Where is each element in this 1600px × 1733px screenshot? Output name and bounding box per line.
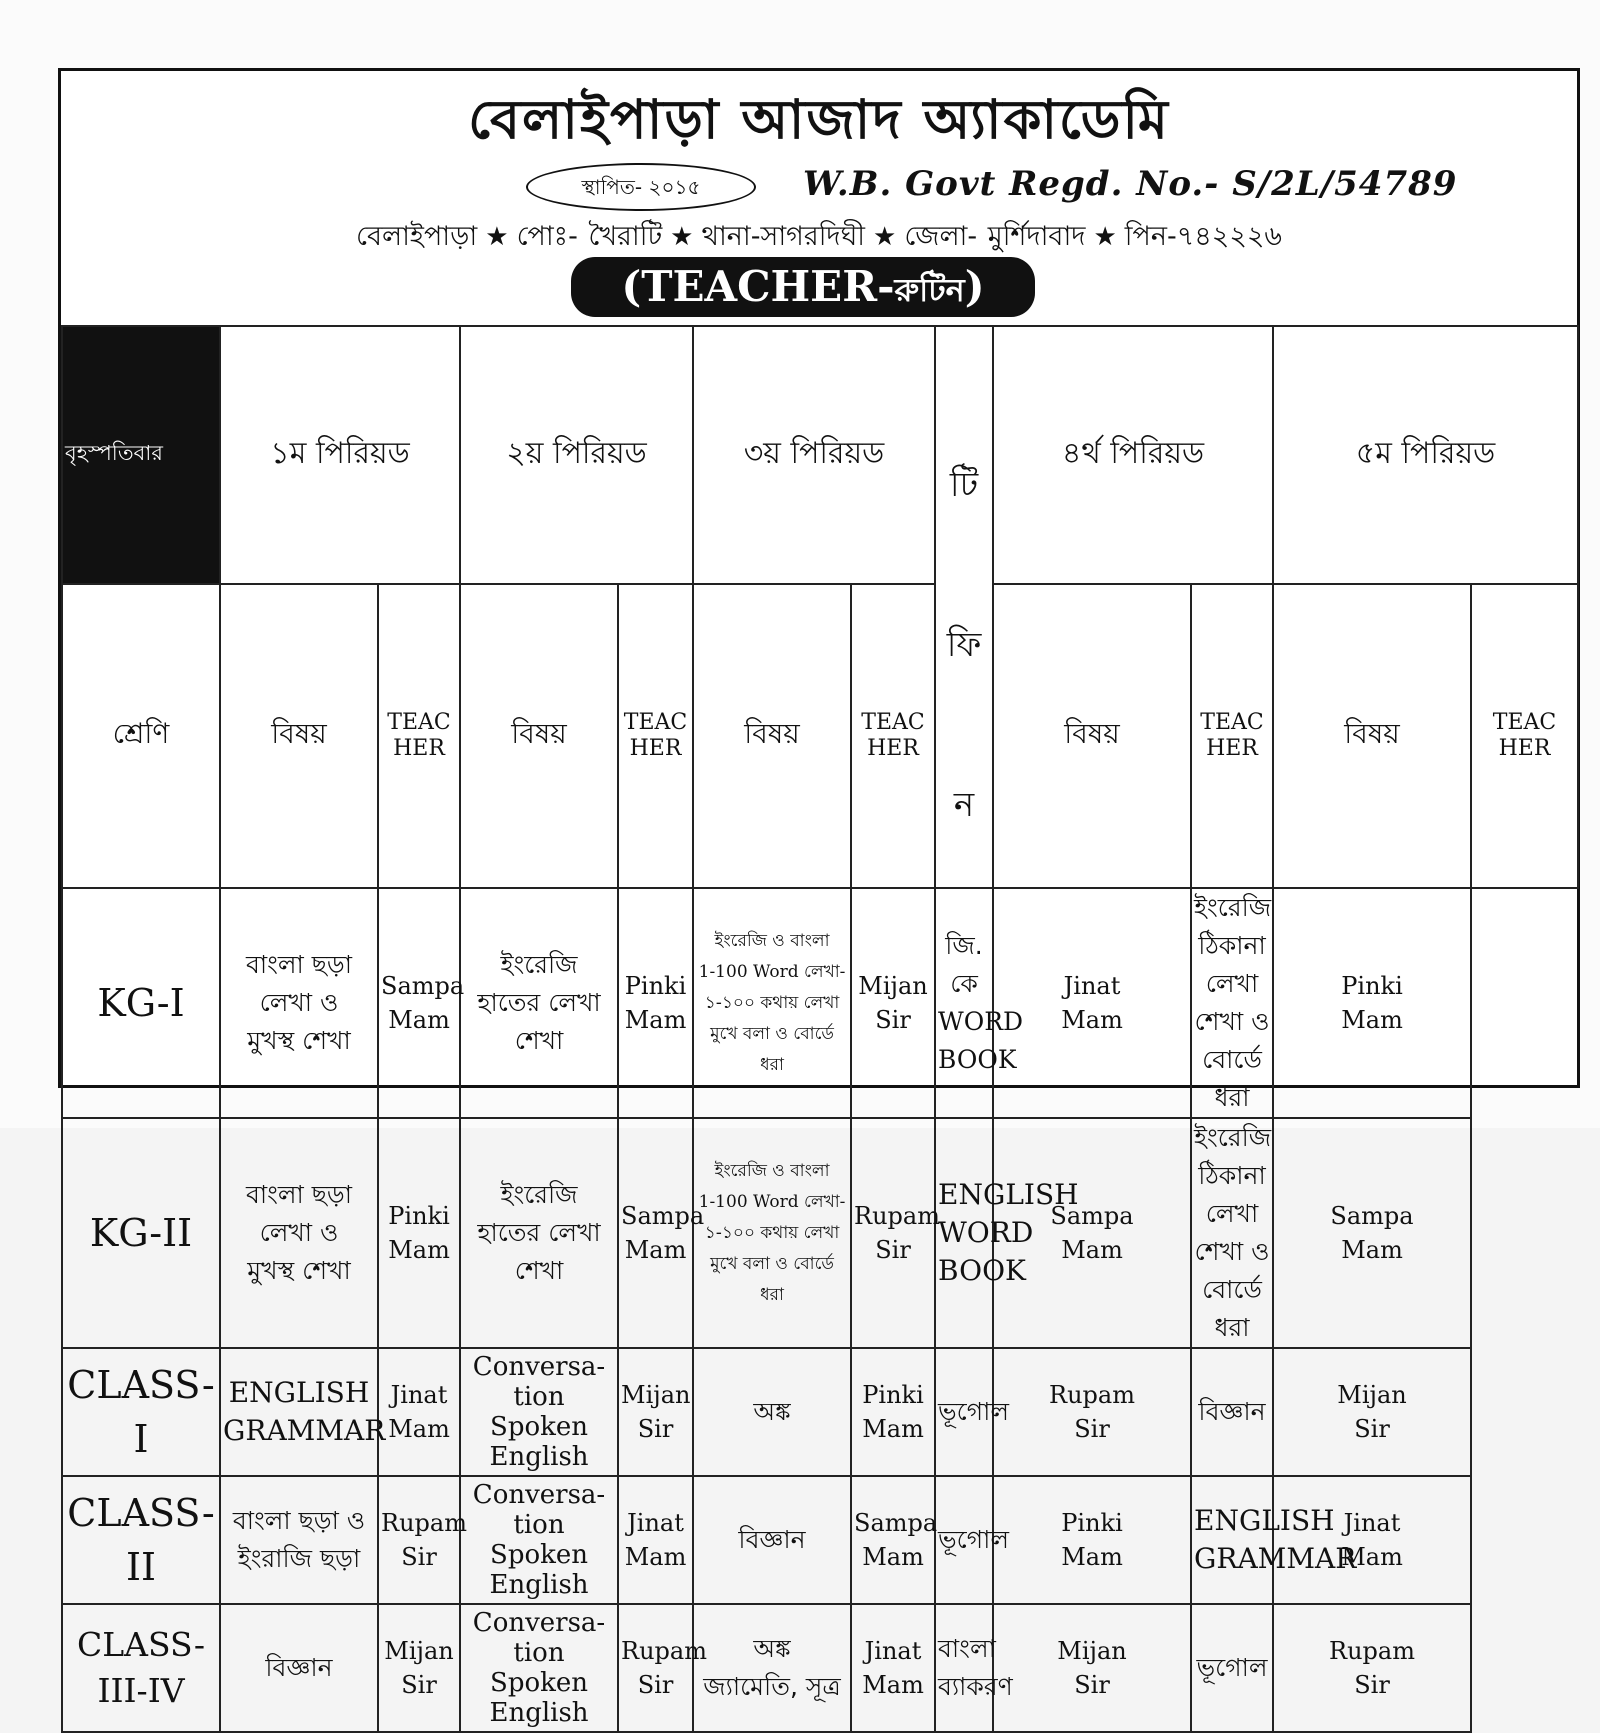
subject-line: মুখে বলা ও বোর্ডে ধরা	[710, 1023, 834, 1075]
teacher-name-line: Sampa	[1330, 1202, 1414, 1230]
subject-cell	[220, 1476, 378, 1604]
teacher-cell	[851, 1348, 935, 1476]
day-label: বৃহস্পতিবার	[62, 326, 220, 584]
teacher-name-line: Sir	[875, 1006, 911, 1034]
teacher-cell	[851, 1476, 938, 1604]
registration-number: W.B. Govt Regd. No.- S/2L/54789	[803, 164, 1458, 204]
subject-line: ইংরেজি ও বাংলা	[714, 930, 830, 951]
established-badge: স্থাপিত- ২০১৫	[526, 163, 756, 211]
subject-line: ভূগোল	[1196, 1653, 1268, 1682]
teacher-name-line: Mam	[1341, 1236, 1403, 1264]
teacher-column-header: TEAC HER	[1191, 584, 1273, 888]
subject-line: ইংরেজি ও বাংলা	[714, 1160, 830, 1181]
subject-line: ১-১০০ কথায় লেখা	[704, 992, 840, 1013]
routine-label-open: (TEACHER-	[621, 262, 895, 311]
teacher-cell	[618, 888, 693, 1118]
teacher-column-header: TEAC HER	[378, 584, 460, 888]
subject-line: বাংলা ছড়া	[246, 950, 352, 979]
subject-line: বোর্ডে ধরা	[1202, 1275, 1262, 1342]
teacher-name-line: Pinki	[1061, 1509, 1123, 1537]
teacher-name-line: Mam	[624, 1543, 687, 1571]
column-header-row	[62, 584, 1578, 888]
subject-cell	[460, 1118, 618, 1348]
teacher-name-line: Mam	[624, 1006, 687, 1034]
teacher-name-line: Mam	[1061, 1006, 1123, 1034]
teacher-cell	[993, 1476, 1191, 1604]
subject-line: বিজ্ঞান	[265, 1653, 333, 1682]
teacher-name-line: Mam	[388, 1415, 450, 1443]
subject-cell	[1191, 1348, 1273, 1476]
tiffin-column	[935, 326, 993, 888]
teacher-cell	[1273, 1118, 1471, 1348]
teacher-name-line: Rupam	[381, 1509, 467, 1537]
subject-line: জ্যামেতি, সূত্র	[703, 1672, 841, 1701]
subject-cell	[935, 1604, 1013, 1732]
teacher-name-line: Rupam	[854, 1202, 940, 1230]
table-row	[62, 888, 1578, 1118]
class-name-line: III-IV	[97, 1671, 185, 1710]
class-name-cell: CLASS-I	[62, 1348, 220, 1476]
period-header-row	[62, 326, 1578, 584]
subject-line: tion	[513, 1510, 565, 1540]
teacher-name-line: Mam	[1061, 1236, 1123, 1264]
tiffin-letter: ফি	[946, 624, 982, 665]
teacher-name-line: Mijan	[1057, 1637, 1127, 1665]
subject-line: 1-100 Word লেখা-	[698, 1191, 846, 1212]
teacher-name-line: Mijan	[384, 1637, 454, 1665]
teacher-name-line: Mam	[862, 1543, 924, 1571]
subject-line: Conversa-	[472, 1480, 606, 1510]
teacher-name-line: Mam	[1341, 1006, 1403, 1034]
teacher-name-line: Mijan	[1337, 1381, 1407, 1409]
teacher-name-line: Pinki	[862, 1381, 924, 1409]
class-name-cell: KG-I	[62, 888, 220, 1118]
subject-cell	[935, 1476, 1009, 1604]
teacher-cell	[1273, 1604, 1471, 1732]
subject-line: ভূগোল	[938, 1397, 1009, 1426]
teacher-name-line: Sampa	[1050, 1202, 1134, 1230]
teacher-name-line: Jinat	[1343, 1509, 1401, 1537]
teacher-name-line: Mijan	[621, 1381, 691, 1409]
subject-cell	[693, 1476, 851, 1604]
subject-line: লেখা শেখা ও	[1194, 969, 1270, 1036]
subject-line: Conversa-	[472, 1352, 606, 1382]
teacher-cell	[993, 1604, 1191, 1732]
subject-cell	[220, 1118, 378, 1348]
teacher-cell	[1273, 888, 1471, 1118]
teacher-name-line: Pinki	[388, 1202, 450, 1230]
teacher-cell	[993, 1348, 1191, 1476]
subject-line: GRAMMAR	[223, 1414, 386, 1447]
teacher-cell	[378, 1348, 460, 1476]
class-name-cell: KG-II	[62, 1118, 220, 1348]
subject-line: মুখস্থ শেখা	[247, 1026, 351, 1055]
class-name-cell	[62, 1604, 220, 1732]
subject-cell	[1191, 1476, 1357, 1604]
teacher-cell	[378, 1604, 460, 1732]
period-5-header: ৫ম পিরিয়ড	[1273, 326, 1578, 584]
teacher-name-line: Sir	[875, 1236, 911, 1264]
routine-label	[571, 257, 1035, 317]
teacher-cell	[378, 888, 465, 1118]
teacher-name-line: Sir	[401, 1671, 437, 1699]
star-icon: ★	[670, 222, 694, 252]
teacher-name-line: Jinat	[1063, 972, 1121, 1000]
subject-column-header: বিষয়	[693, 584, 851, 888]
subject-cell	[935, 1118, 1079, 1348]
subject-line: ইংরেজি ঠিকানা	[1194, 1123, 1272, 1190]
subject-cell	[220, 888, 378, 1118]
school-title: বেলাইপাড়া আজাদ অ্যাকাডেমি	[468, 88, 1170, 151]
subject-line: ইংরেজি ঠিকানা	[1194, 893, 1272, 960]
subject-line: ভূগোল	[938, 1525, 1009, 1554]
subject-line: অঙ্ক	[753, 1634, 791, 1663]
table-row	[62, 1118, 1578, 1348]
teacher-name-line: Mam	[1341, 1543, 1403, 1571]
table-row	[62, 1476, 1578, 1604]
period-4-header: ৪র্থ পিরিয়ড	[993, 326, 1273, 584]
subject-cell	[460, 1476, 618, 1604]
address-district: জেলা- মুর্শিদাবাদ	[904, 221, 1086, 252]
subject-line: ১-১০০ কথায় লেখা	[704, 1222, 840, 1243]
class-name-cell: CLASS-II	[62, 1476, 220, 1604]
teacher-name-line: Sir	[1354, 1671, 1390, 1699]
teacher-name-line: Mam	[388, 1236, 450, 1264]
routine-label-bn: রুটিন	[894, 271, 965, 309]
subject-line: বিজ্ঞান	[738, 1525, 806, 1554]
subject-line: বিজ্ঞান	[1198, 1397, 1266, 1426]
teacher-name-line: Mam	[1061, 1543, 1123, 1571]
subject-line: English	[489, 1570, 589, 1600]
subject-line: জি. কে	[945, 931, 983, 998]
teacher-name-line: Jinat	[627, 1509, 684, 1537]
teacher-cell	[993, 888, 1191, 1118]
address-post-office: পোঃ- খৈরাটি	[516, 221, 663, 252]
subject-cell	[693, 888, 851, 1118]
subject-column-header: বিষয়	[460, 584, 618, 888]
star-icon: ★	[873, 222, 897, 252]
tiffin-letter: ন	[953, 784, 975, 825]
teacher-name-line: Sampa	[854, 1509, 938, 1537]
subject-line: ব্যাকরণ	[938, 1672, 1013, 1701]
subject-line: ইংরেজি	[500, 1180, 578, 1209]
subject-line: ENGLISH	[938, 1178, 1079, 1211]
subject-line: ENGLISH	[1194, 1504, 1335, 1537]
subject-line: হাতের লেখা	[477, 988, 601, 1017]
teacher-column-header: TEAC HER	[1471, 584, 1578, 888]
teacher-name-line: Mam	[624, 1236, 687, 1264]
star-icon: ★	[1093, 222, 1117, 252]
routine-frame	[58, 68, 1580, 1728]
teacher-cell	[1273, 1348, 1471, 1476]
class-name-line: CLASS-	[77, 1625, 205, 1664]
subject-line: মুখে বলা ও বোর্ডে ধরা	[710, 1253, 834, 1305]
subject-line: English	[489, 1442, 589, 1472]
routine-table	[61, 325, 1579, 1733]
teacher-name-line: Sir	[637, 1671, 674, 1699]
subject-line: লেখা ও	[259, 988, 339, 1017]
teacher-name-line: Sampa	[381, 972, 465, 1000]
teacher-name-line: Mam	[862, 1671, 924, 1699]
teacher-cell	[1273, 1476, 1471, 1604]
subject-column-header: বিষয়	[220, 584, 378, 888]
teacher-name-line: Sir	[1074, 1415, 1110, 1443]
teacher-name-line: Jinat	[864, 1637, 922, 1665]
subject-line: বাংলা	[938, 1634, 996, 1663]
subject-line: ইংরাজি ছড়া	[237, 1544, 361, 1573]
subject-line: 1-100 Word লেখা-	[698, 961, 846, 982]
subject-cell	[1191, 888, 1273, 1118]
tiffin-letter: টি	[949, 464, 979, 505]
address-village: বেলাইপাড়া	[356, 221, 478, 252]
teacher-name-line: Mam	[862, 1415, 924, 1443]
subject-cell	[220, 1348, 386, 1476]
subject-line: WORD	[938, 1216, 1034, 1249]
teacher-cell	[618, 1476, 693, 1604]
class-column-header: শ্রেণি	[62, 584, 220, 888]
teacher-name-line: Sir	[401, 1543, 437, 1571]
subject-line: লেখা শেখা ও	[1194, 1199, 1270, 1266]
period-2-header: ২য় পিরিয়ড	[460, 326, 693, 584]
subject-line: ENGLISH	[228, 1376, 370, 1409]
period-3-header: ৩য় পিরিয়ড	[693, 326, 935, 584]
teacher-column-header: TEAC HER	[851, 584, 935, 888]
teacher-name-line: Pinki	[624, 972, 687, 1000]
subject-column-header: বিষয়	[993, 584, 1191, 888]
subject-line: BOOK	[938, 1254, 1026, 1287]
subject-cell	[460, 888, 618, 1118]
subject-line: tion	[513, 1638, 565, 1668]
teacher-name-line: Sir	[637, 1415, 674, 1443]
school-address	[61, 217, 1577, 257]
subject-line: শেখা	[514, 1256, 564, 1285]
subject-line: হাতের লেখা	[477, 1218, 601, 1247]
subject-line: ইংরেজি	[500, 950, 578, 979]
subject-line: English	[489, 1698, 589, 1728]
subject-cell	[693, 1118, 851, 1348]
subject-line: শেখা	[514, 1026, 564, 1055]
subject-line: বাংলা ছড়া ও	[232, 1506, 366, 1535]
subject-line: মুখস্থ শেখা	[247, 1256, 351, 1285]
subject-cell	[693, 1604, 851, 1732]
teacher-name-line: Rupam	[1049, 1381, 1135, 1409]
teacher-cell	[851, 1604, 935, 1732]
subject-line: অঙ্ক	[753, 1397, 791, 1426]
teacher-cell	[618, 1604, 707, 1732]
address-police-station: থানা-সাগরদিঘী	[701, 221, 866, 252]
subject-line: GRAMMAR	[1194, 1542, 1357, 1575]
teacher-name-line: Pinki	[1341, 972, 1403, 1000]
teacher-name-line: Mijan	[858, 972, 928, 1000]
subject-cell	[460, 1604, 618, 1732]
subject-cell	[935, 888, 1024, 1118]
table-row	[62, 1348, 1578, 1476]
star-icon: ★	[485, 222, 509, 252]
teacher-cell	[378, 1118, 460, 1348]
subject-cell	[693, 1348, 851, 1476]
subject-cell	[1191, 1118, 1273, 1348]
subject-line: Spoken	[490, 1540, 589, 1570]
subject-cell	[220, 1604, 378, 1732]
teacher-cell	[378, 1476, 467, 1604]
address-pin: পিন-৭৪২২২৬	[1124, 221, 1282, 252]
subject-line: tion	[513, 1382, 565, 1412]
teacher-name-line: Jinat	[390, 1381, 448, 1409]
subject-cell	[1191, 1604, 1273, 1732]
teacher-cell	[851, 1118, 940, 1348]
subject-line: WORD BOOK	[938, 1007, 1024, 1074]
teacher-name-line: Sampa	[621, 1202, 705, 1230]
teacher-cell	[618, 1118, 705, 1348]
teacher-name-line: Rupam	[621, 1637, 707, 1665]
subject-cell	[935, 1348, 1009, 1476]
subject-line: Spoken	[490, 1668, 589, 1698]
subject-line: বাংলা ছড়া	[246, 1180, 352, 1209]
teacher-name-line: Mam	[388, 1006, 450, 1034]
subject-line: বোর্ডে ধরা	[1202, 1045, 1262, 1112]
teacher-cell	[851, 888, 935, 1118]
routine-label-close: )	[964, 262, 985, 311]
subject-line: লেখা ও	[259, 1218, 339, 1247]
subject-cell	[460, 1348, 618, 1476]
subject-line: Spoken	[490, 1412, 589, 1442]
subject-line: Conversa-	[472, 1608, 606, 1638]
teacher-column-header: TEAC HER	[618, 584, 693, 888]
teacher-cell	[618, 1348, 693, 1476]
table-row	[62, 1604, 1578, 1732]
teacher-name-line: Rupam	[1329, 1637, 1415, 1665]
period-1-header: ১ম পিরিয়ড	[220, 326, 460, 584]
teacher-name-line: Sir	[1074, 1671, 1110, 1699]
teacher-name-line: Sir	[1354, 1415, 1390, 1443]
subject-column-header: বিষয়	[1273, 584, 1471, 888]
